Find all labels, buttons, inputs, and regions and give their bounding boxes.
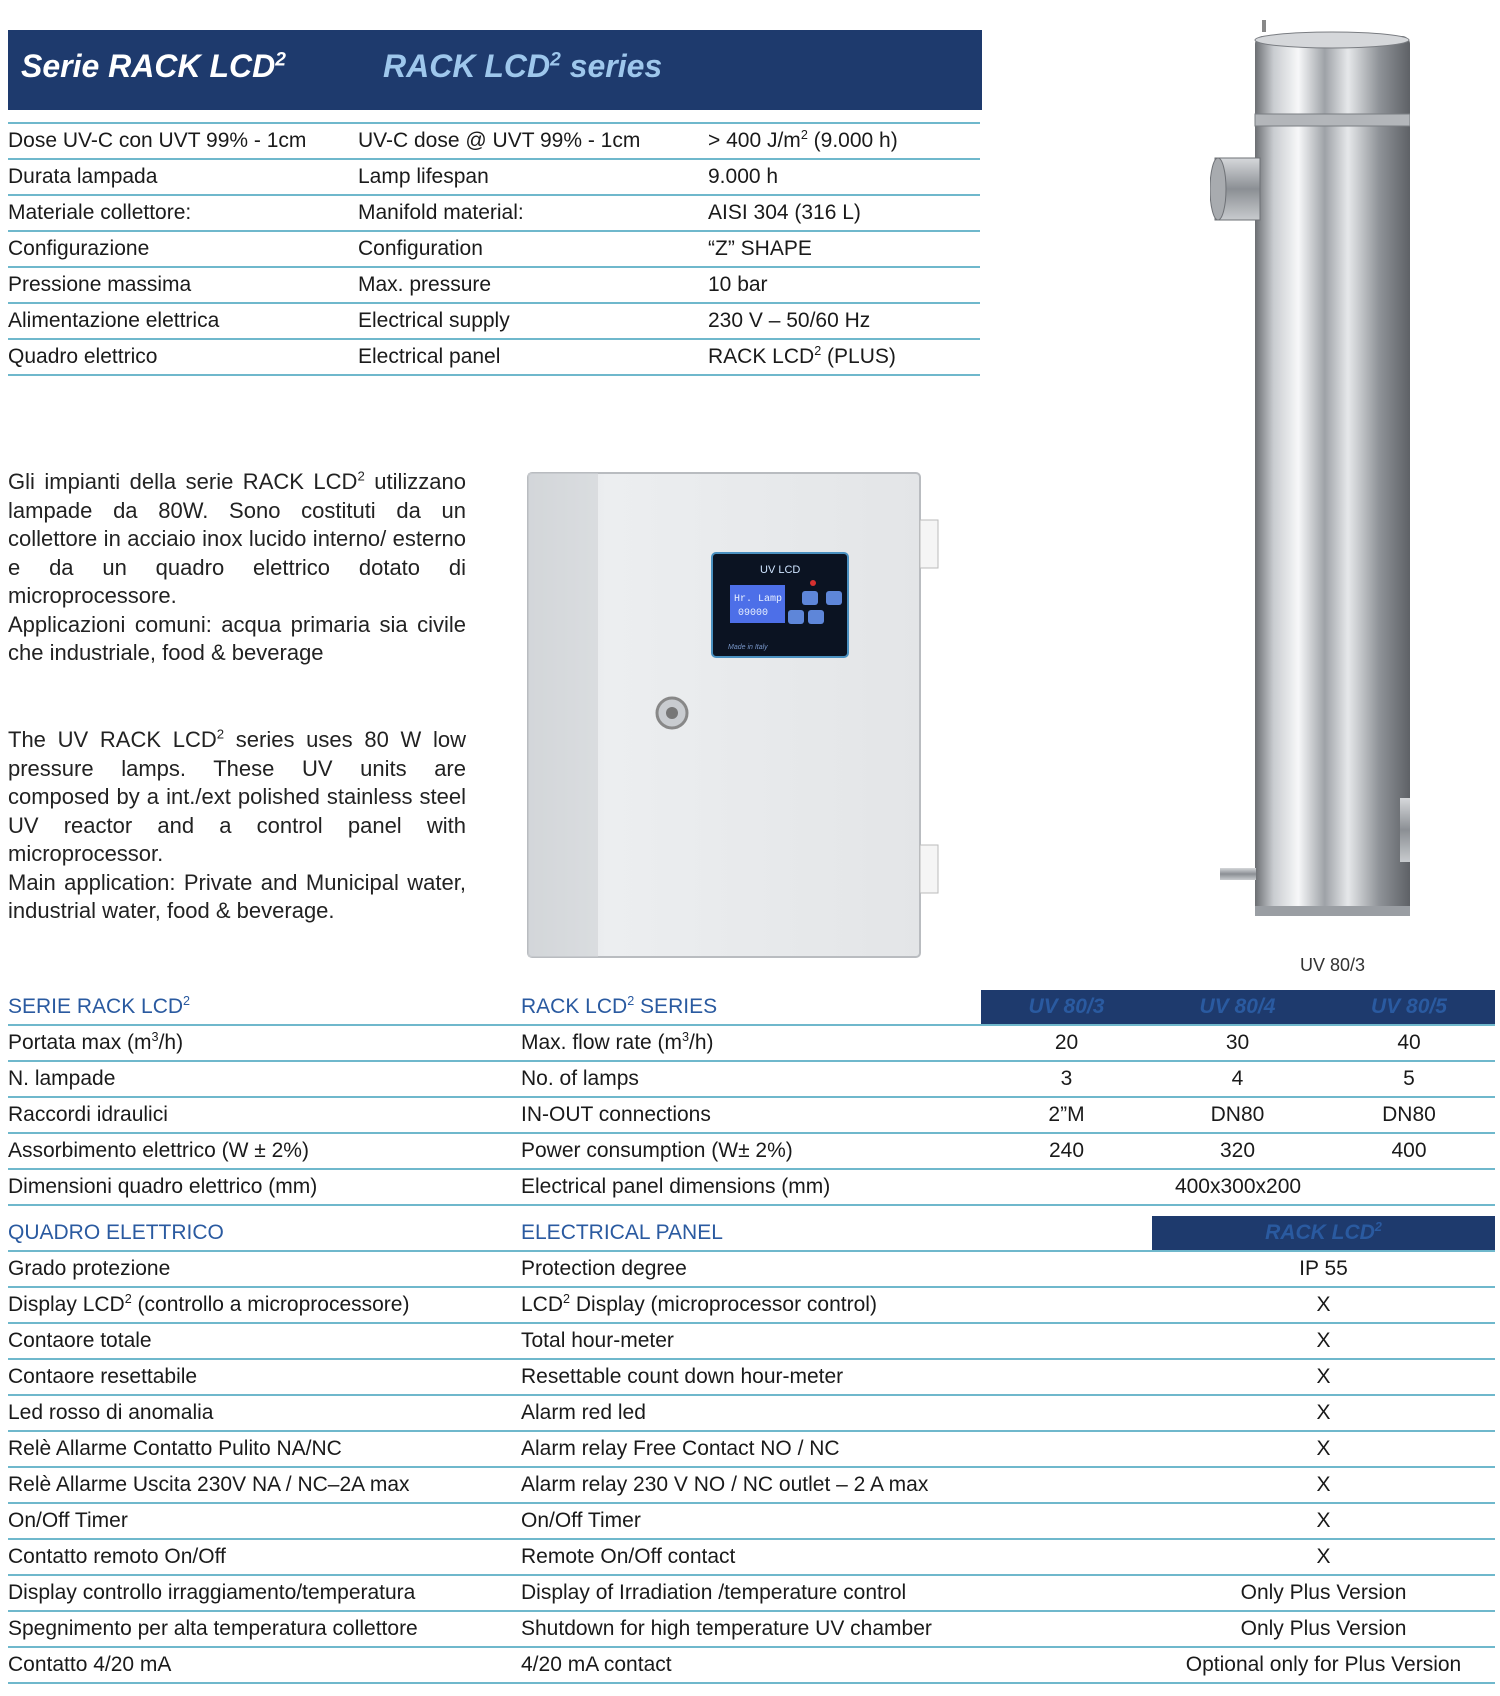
superscript: 3	[682, 1030, 690, 1044]
series-label-it-text: Portata max (m	[8, 1031, 152, 1054]
panel-value: Only Plus Version	[1152, 1611, 1495, 1647]
panel-row	[8, 1575, 1495, 1611]
panel-label-it	[8, 1395, 521, 1431]
model-header: UV 80/4	[1152, 990, 1323, 1025]
series-value: 5	[1323, 1061, 1495, 1097]
panel-label-it-text: Led rosso di anomalia	[8, 1401, 214, 1424]
series-label-it	[8, 1061, 521, 1097]
panel-label-it	[8, 1611, 521, 1647]
spec-value-text-tail: (9.000 h)	[807, 129, 898, 152]
spec-value	[708, 339, 980, 375]
panel-value: X	[1152, 1503, 1495, 1539]
series-label-en-text: IN-OUT connections	[521, 1103, 711, 1126]
series-label-it-text-tail: /h)	[158, 1031, 184, 1054]
panel-spacer	[981, 1287, 1152, 1323]
series-label-en-text-tail: /h)	[689, 1031, 714, 1054]
spec-label-it: Dose UV-C con UVT 99% - 1cm	[8, 123, 358, 159]
superscript: 2	[183, 994, 191, 1008]
series-value: 20	[981, 1025, 1152, 1061]
spec-label-it: Configurazione	[8, 231, 358, 267]
spec-row	[8, 123, 980, 159]
spec-label-en: Manifold material:	[358, 195, 708, 231]
panel-label-en	[521, 1647, 981, 1683]
panel-value: Optional only for Plus Version	[1152, 1647, 1495, 1683]
panel-spacer	[981, 1503, 1152, 1539]
panel-label-it	[8, 1575, 521, 1611]
panel-label-it-text: Display controllo irraggiamento/temperatura	[8, 1581, 416, 1604]
panel-label-it-text: Contatto 4/20 mA	[8, 1653, 172, 1676]
panel-label-it-text: Contaore resettabile	[8, 1365, 198, 1388]
panel-row	[8, 1323, 1495, 1359]
panel-footer-text: Made in Italy	[728, 644, 768, 651]
spec-label-en: Electrical panel	[358, 339, 708, 375]
panel-brand-text: UV LCD	[760, 564, 801, 576]
series-header-en-text: RACK LCD	[521, 995, 628, 1018]
series-label-en	[521, 1061, 981, 1097]
panel-label-en-text: Remote On/Off contact	[521, 1545, 736, 1568]
panel-label-en	[521, 1323, 981, 1359]
series-label-en-text: Max. flow rate (m	[521, 1031, 683, 1054]
spec-label-en: Electrical supply	[358, 303, 708, 339]
panel-spacer	[981, 1359, 1152, 1395]
panel-label-en	[521, 1287, 981, 1323]
panel-row	[8, 1359, 1495, 1395]
spec-label-en: Lamp lifespan	[358, 159, 708, 195]
spec-value-text: “Z” SHAPE	[708, 237, 812, 260]
series-header-en-text-tail: SERIES	[634, 995, 718, 1018]
panel-spacer	[981, 1647, 1152, 1683]
panel-spacer	[981, 1395, 1152, 1431]
panel-spacer	[981, 1575, 1152, 1611]
panel-spacer	[981, 1611, 1152, 1647]
panel-label-it-text: Relè Allarme Contatto Pulito NA/NC	[8, 1437, 342, 1460]
panel-label-en-text: Resettable count down hour-meter	[521, 1365, 844, 1388]
panel-row	[8, 1647, 1495, 1683]
panel-label-en-text: On/Off Timer	[521, 1509, 641, 1532]
panel-spacer	[981, 1431, 1152, 1467]
panel-value: X	[1152, 1287, 1495, 1323]
superscript: 2	[800, 128, 808, 142]
panel-label-en	[521, 1395, 981, 1431]
spec-row	[8, 339, 980, 375]
spec-value-text-tail: (PLUS)	[821, 345, 896, 368]
panel-label-it	[8, 1503, 521, 1539]
panel-header-row	[8, 1216, 1495, 1251]
spec-row	[8, 195, 980, 231]
series-table	[8, 990, 1495, 1684]
panel-label-en-text: Alarm red led	[521, 1401, 646, 1424]
model-header: UV 80/5	[1323, 990, 1495, 1025]
panel-screen-line2: 09000	[738, 608, 769, 619]
model-header: UV 80/3	[981, 990, 1152, 1025]
dimension-label-en: Electrical panel dimensions (mm)	[521, 1169, 981, 1205]
panel-label-it-text: Contaore totale	[8, 1329, 152, 1352]
series-value: 40	[1323, 1025, 1495, 1061]
spec-label-it: Pressione massima	[8, 267, 358, 303]
spec-value	[708, 123, 980, 159]
spec-value	[708, 231, 980, 267]
series-label-en	[521, 1025, 981, 1061]
spec-label-en: Configuration	[358, 231, 708, 267]
panel-header-it: QUADRO ELETTRICO	[8, 1216, 521, 1251]
spec-value	[708, 195, 980, 231]
uv-reactor-image	[1210, 18, 1410, 928]
panel-label-en	[521, 1467, 981, 1503]
spec-label-it: Materiale collettore:	[8, 195, 358, 231]
superscript: 2	[124, 1292, 132, 1306]
panel-label-en-text: Alarm relay Free Contact NO / NC	[521, 1437, 840, 1460]
panel-row	[8, 1467, 1495, 1503]
series-label-it-text: Assorbimento elettrico (W ± 2%)	[8, 1139, 309, 1162]
panel-value: X	[1152, 1539, 1495, 1575]
panel-label-it	[8, 1431, 521, 1467]
panel-label-it	[8, 1359, 521, 1395]
panel-label-en-text-tail: Display (microprocessor control)	[570, 1293, 877, 1316]
panel-screen-line1: Hr. Lamp	[734, 594, 783, 605]
series-value: 3	[981, 1061, 1152, 1097]
panel-spacer	[981, 1539, 1152, 1575]
spec-table	[8, 122, 980, 376]
reactor-caption: UV 80/3	[1300, 955, 1366, 975]
panel-value: Only Plus Version	[1152, 1575, 1495, 1611]
panel-label-en-text: LCD	[521, 1293, 564, 1316]
panel-label-it-text: Display LCD	[8, 1293, 125, 1316]
spec-value-text: > 400 J/m	[708, 129, 801, 152]
panel-label-en-text: Shutdown for high temperature UV chamber	[521, 1617, 932, 1640]
series-header-it-text: SERIE RACK LCD	[8, 995, 184, 1018]
description-english: The UV RACK LCD$^2$ series uses 80 W low pressure lamps. These UV units are composed by a int./ext polished stainless steel UV reactor and a control panel with microprocessor. Main application: Private and Municipal water, industrial water, food & beverage.	[8, 726, 466, 923]
spec-label-it: Quadro elettrico	[8, 339, 358, 375]
series-value: 400	[1323, 1133, 1495, 1169]
panel-label-en	[521, 1431, 981, 1467]
panel-label-it	[8, 1287, 521, 1323]
panel-row	[8, 1287, 1495, 1323]
panel-label-it	[8, 1251, 521, 1287]
dimension-row	[8, 1169, 1495, 1205]
series-row	[8, 1061, 1495, 1097]
superscript: 2	[563, 1292, 571, 1306]
panel-row	[8, 1539, 1495, 1575]
panel-label-en-text: Alarm relay 230 V NO / NC outlet – 2 A max	[521, 1473, 929, 1496]
panel-header-blank	[981, 1216, 1152, 1251]
panel-spacer	[981, 1323, 1152, 1359]
panel-label-en	[521, 1539, 981, 1575]
spec-row	[8, 159, 980, 195]
series-row	[8, 1097, 1495, 1133]
series-value: DN80	[1152, 1097, 1323, 1133]
panel-label-en-text: Protection degree	[521, 1257, 687, 1280]
panel-label-it-text: Grado protezione	[8, 1257, 171, 1280]
panel-label-it-text: Relè Allarme Uscita 230V NA / NC–2A max	[8, 1473, 410, 1496]
panel-value: IP 55	[1152, 1251, 1495, 1287]
spec-label-it: Durata lampada	[8, 159, 358, 195]
panel-row	[8, 1611, 1495, 1647]
spec-value-text: RACK LCD	[708, 345, 815, 368]
series-label-en-text: Power consumption (W± 2%)	[521, 1139, 793, 1162]
panel-label-en	[521, 1611, 981, 1647]
spec-label-en: Max. pressure	[358, 267, 708, 303]
panel-label-it	[8, 1467, 521, 1503]
panel-label-en-text: Total hour-meter	[521, 1329, 674, 1352]
panel-value: X	[1152, 1323, 1495, 1359]
series-row	[8, 1025, 1495, 1061]
superscript: 2	[1374, 1220, 1382, 1234]
dimension-label-it: Dimensioni quadro elettrico (mm)	[8, 1169, 521, 1205]
spec-value-text: 9.000 h	[708, 165, 779, 188]
panel-value: X	[1152, 1431, 1495, 1467]
panel-label-it-text-tail: (controllo a microprocessore)	[131, 1293, 410, 1316]
series-value: 30	[1152, 1025, 1323, 1061]
panel-row	[8, 1431, 1495, 1467]
panel-label-en	[521, 1359, 981, 1395]
panel-spacer	[981, 1251, 1152, 1287]
title-italian: Serie RACK LCD$^2$	[21, 48, 286, 84]
series-header-en	[521, 990, 981, 1025]
control-panel-image	[520, 465, 950, 965]
panel-label-en-text: Display of Irradiation /temperature control	[521, 1581, 907, 1604]
panel-label-it	[8, 1647, 521, 1683]
panel-model-text: RACK LCD	[1265, 1221, 1375, 1244]
panel-label-en-text: 4/20 mA contact	[521, 1653, 672, 1676]
series-label-en	[521, 1097, 981, 1133]
panel-spacer	[981, 1467, 1152, 1503]
series-label-it-text: N. lampade	[8, 1067, 116, 1090]
panel-row	[8, 1395, 1495, 1431]
gap-cell	[8, 1205, 1495, 1216]
series-label-it	[8, 1097, 521, 1133]
panel-row	[8, 1503, 1495, 1539]
panel-label-it-text: On/Off Timer	[8, 1509, 128, 1532]
table-gap	[8, 1205, 1495, 1216]
superscript: 3	[151, 1030, 159, 1044]
spec-row	[8, 303, 980, 339]
series-value: 240	[981, 1133, 1152, 1169]
spec-value-text: 10 bar	[708, 273, 768, 296]
series-label-en-text: No. of lamps	[521, 1067, 639, 1090]
panel-label-en	[521, 1503, 981, 1539]
panel-value: X	[1152, 1395, 1495, 1431]
series-label-it-text: Raccordi idraulici	[8, 1103, 168, 1126]
panel-model-header	[1152, 1216, 1495, 1251]
series-value: 320	[1152, 1133, 1323, 1169]
panel-label-it	[8, 1323, 521, 1359]
spec-label-it: Alimentazione elettrica	[8, 303, 358, 339]
spec-value-text: AISI 304 (316 L)	[708, 201, 861, 224]
spec-value	[708, 159, 980, 195]
panel-value: X	[1152, 1359, 1495, 1395]
series-row	[8, 1133, 1495, 1169]
series-label-it	[8, 1025, 521, 1061]
description-italian: Gli impianti della serie RACK LCD$^2$ utilizzano lampade da 80W. Sono costituti da un collettore in acciaio inox lucido interno/ esterno e da un quadro elettrico dotato di microprocessore. Applicazioni comuni: acqua primaria sia civile che industriale, food & beverage	[8, 468, 466, 665]
superscript: 2	[627, 994, 635, 1008]
title-banner	[8, 30, 982, 110]
series-value: 2”M	[981, 1097, 1152, 1133]
panel-label-en	[521, 1575, 981, 1611]
series-header-row	[8, 990, 1495, 1025]
series-value: 4	[1152, 1061, 1323, 1097]
panel-label-en	[521, 1251, 981, 1287]
dimension-value: 400x300x200	[981, 1169, 1495, 1205]
series-label-en	[521, 1133, 981, 1169]
spec-value	[708, 303, 980, 339]
series-label-it	[8, 1133, 521, 1169]
panel-value: X	[1152, 1467, 1495, 1503]
title-english: RACK LCD$^2$ series	[383, 48, 663, 84]
series-value: DN80	[1323, 1097, 1495, 1133]
spec-row	[8, 267, 980, 303]
spec-row	[8, 231, 980, 267]
panel-label-it-text: Spegnimento per alta temperatura collettore	[8, 1617, 418, 1640]
panel-label-it-text: Contatto remoto On/Off	[8, 1545, 226, 1568]
panel-row	[8, 1251, 1495, 1287]
spec-label-en: UV-C dose @ UVT 99% - 1cm	[358, 123, 708, 159]
panel-header-en: ELECTRICAL PANEL	[521, 1216, 981, 1251]
superscript: 2	[814, 344, 822, 358]
spec-value	[708, 267, 980, 303]
series-header-it	[8, 990, 521, 1025]
panel-label-it	[8, 1539, 521, 1575]
spec-value-text: 230 V – 50/60 Hz	[708, 309, 871, 332]
